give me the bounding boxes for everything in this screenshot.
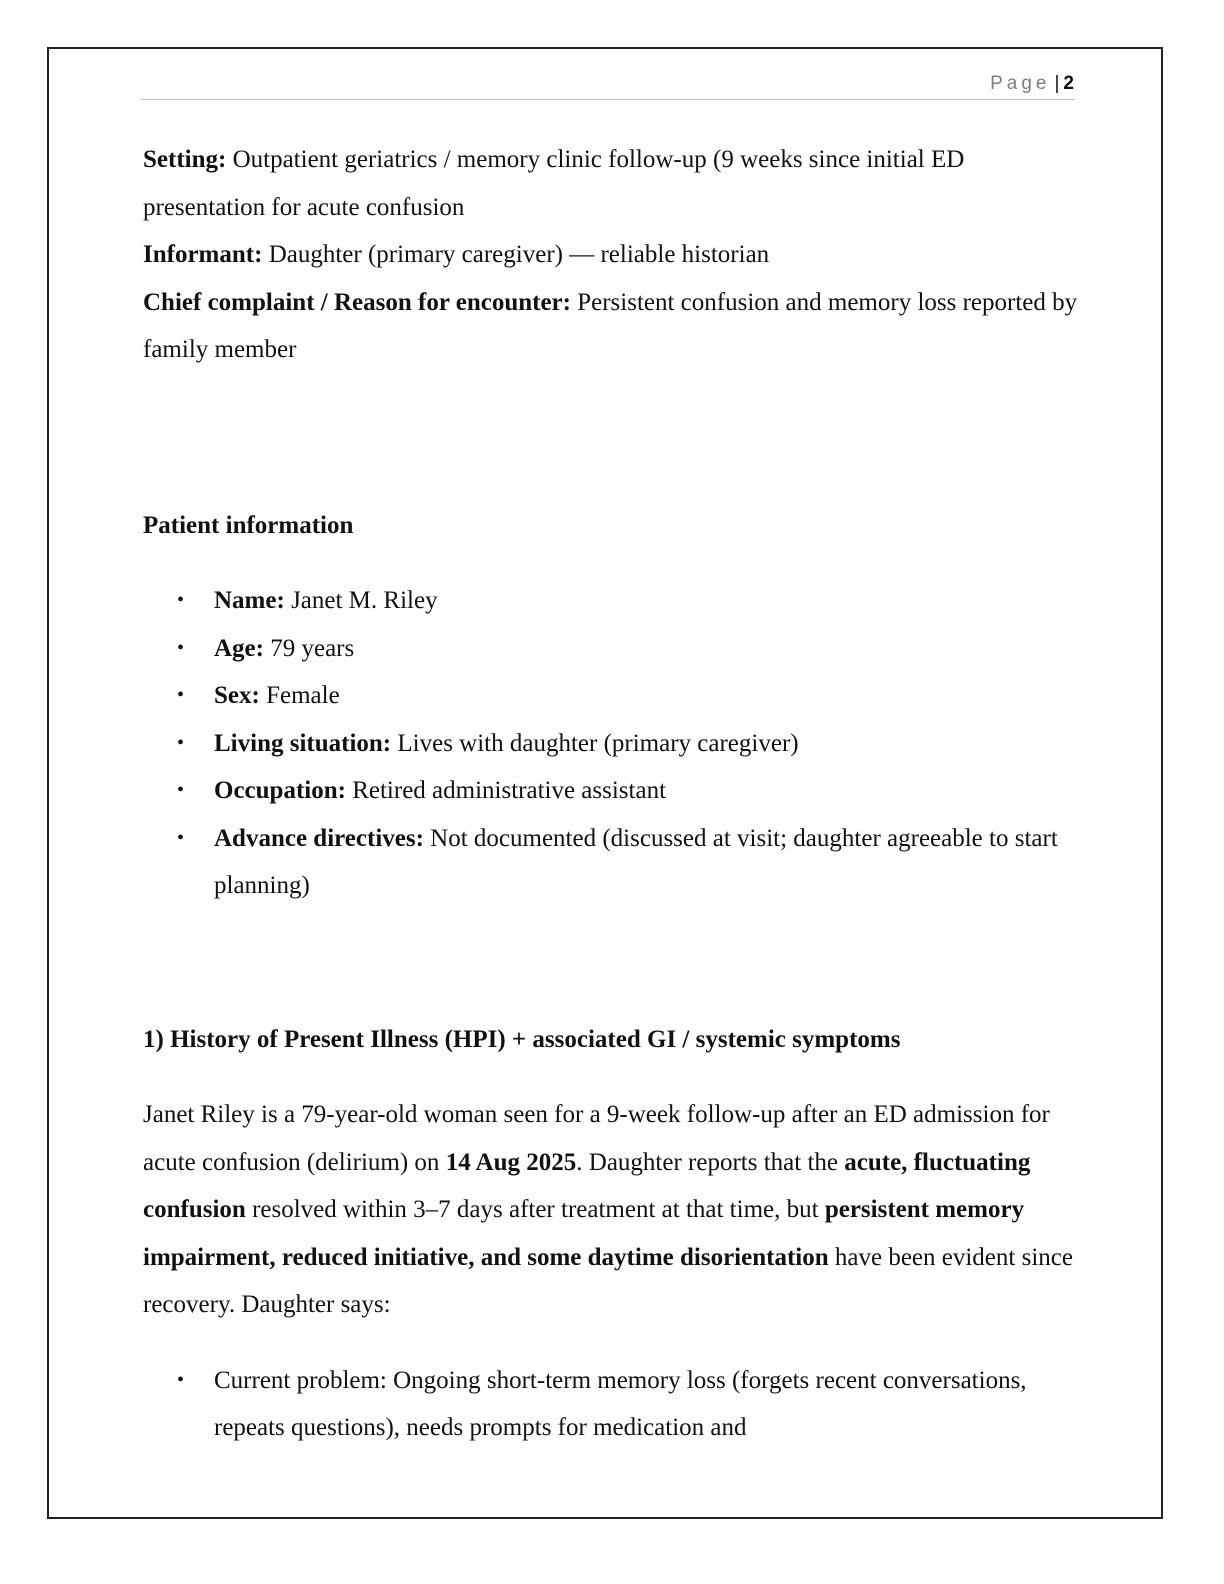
hpi-text: . Daughter reports that the bbox=[576, 1148, 845, 1176]
informant-label: Informant: bbox=[143, 241, 263, 268]
setting-text: Outpatient geriatrics / memory clinic follow-up (9 weeks since initial ED presentation for acute confusion bbox=[143, 146, 965, 221]
patient-info-list bbox=[143, 577, 1078, 910]
item-label: Age: bbox=[214, 634, 264, 662]
document-body bbox=[143, 136, 1078, 1452]
item-value: Female bbox=[259, 682, 340, 709]
chief-complaint-text: Persistent confusion and memory loss reported by family member bbox=[143, 288, 1078, 363]
page-number: 2 bbox=[1063, 73, 1074, 94]
page-label: Page bbox=[990, 73, 1051, 94]
chief-complaint-label: Chief complaint / Reason for encounter: bbox=[143, 288, 571, 316]
list-item bbox=[143, 720, 1078, 768]
hpi-emphasis: acute, fluctuating confusion bbox=[143, 1148, 1031, 1223]
setting-line bbox=[143, 136, 1078, 231]
hpi-bullet-list bbox=[143, 1357, 1078, 1452]
hpi-paragraph bbox=[143, 1091, 1078, 1329]
setting-label: Setting: bbox=[143, 146, 227, 173]
hpi-emphasis: persistent memory impairment, reduced initiative, and some daytime disorientation bbox=[143, 1196, 1025, 1271]
hpi-date: 14 Aug 2025 bbox=[445, 1148, 577, 1176]
item-value: Lives with daughter (primary caregiver) bbox=[391, 729, 799, 757]
patient-info-heading: Patient information bbox=[143, 511, 354, 539]
list-item bbox=[143, 815, 1078, 910]
list-item bbox=[143, 767, 1078, 815]
list-item bbox=[143, 625, 1078, 673]
hpi-text: resolved within 3–7 days after treatment at that time, but bbox=[245, 1196, 825, 1223]
item-label: Name: bbox=[214, 587, 285, 614]
hpi-text: have been evident since recovery. Daughter says: bbox=[143, 1243, 1073, 1318]
chief-complaint-line bbox=[143, 279, 1078, 374]
list-item bbox=[143, 577, 1078, 625]
item-value: Retired administrative assistant bbox=[345, 777, 667, 804]
hpi-heading: 1) History of Present Illness (HPI) + associated GI / systemic symptoms bbox=[143, 1025, 901, 1053]
hpi-text: Janet Riley is a 79-year-old woman seen for a 9-week follow-up after an ED admission for acute confusion (delirium) on bbox=[143, 1101, 1050, 1176]
list-item: • Current problem: Ongoing short-term memory loss (forgets recent conversations, repeats questions), needs prompts for medication and bbox=[143, 1357, 1078, 1452]
item-value: Janet M. Riley bbox=[284, 587, 438, 614]
item-value: 79 years bbox=[263, 634, 355, 662]
page-header bbox=[140, 72, 1074, 100]
item-value: Not documented (discussed at visit; daughter agreeable to start planning) bbox=[214, 824, 1058, 899]
item-label: Living situation: bbox=[214, 729, 392, 757]
item-label: Sex: bbox=[214, 682, 260, 709]
item-label: Advance directives: bbox=[214, 824, 424, 852]
page-separator: | bbox=[1054, 73, 1060, 94]
informant-line bbox=[143, 231, 1078, 279]
item-label: Occupation: bbox=[214, 777, 346, 804]
informant-text: Daughter (primary caregiver) — reliable historian bbox=[262, 241, 770, 268]
list-item bbox=[143, 672, 1078, 720]
